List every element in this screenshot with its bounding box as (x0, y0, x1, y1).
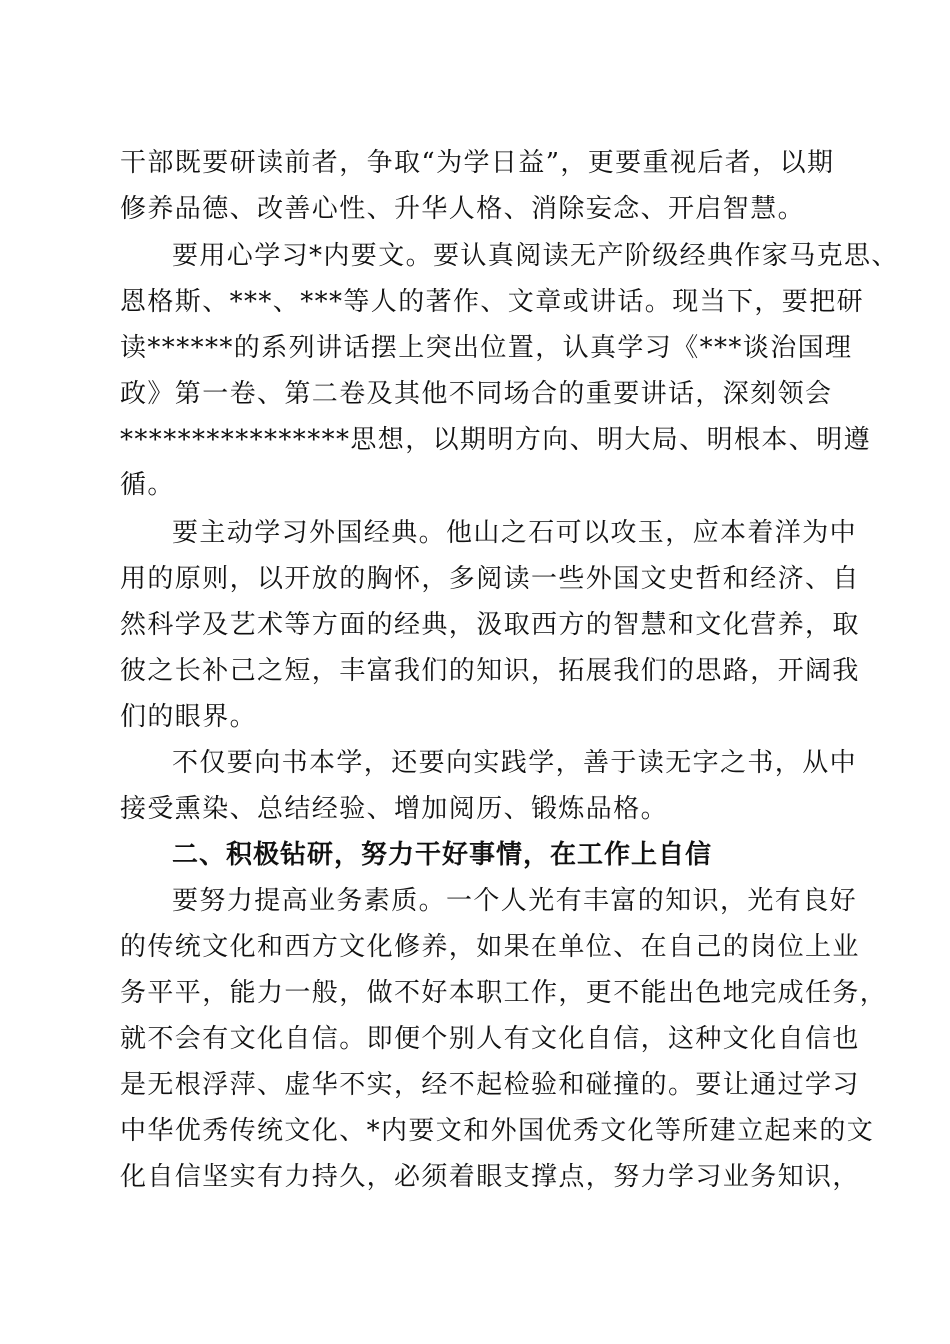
paragraph-5-line-2: 的传统文化和西方文化修养，如果在单位、在自己的岗位上业 (120, 932, 860, 962)
paragraph-3-line-4: 彼之长补己之短，丰富我们的知识，拓展我们的思路，开阔我 (120, 656, 860, 686)
paragraph-5-line-1: 要努力提高业务素质。一个人光有丰富的知识，光有良好 (172, 886, 858, 916)
paragraph-5-line-4: 就不会有文化自信。即便个别人有文化自信，这种文化自信也 (120, 1024, 860, 1054)
paragraph-2-line-6: 循。 (120, 470, 175, 500)
paragraph-1-line-1: 干部既要研读前者，争取“为学日益”，更要重视后者，以期 (120, 148, 835, 178)
paragraph-4-line-1: 不仅要向书本学，还要向实践学，善于读无字之书，从中 (172, 748, 858, 778)
paragraph-3-line-3: 然科学及艺术等方面的经典，汲取西方的智慧和文化营养，取 (120, 610, 860, 640)
paragraph-4-line-2: 接受熏染、总结经验、增加阅历、锻炼品格。 (120, 794, 669, 824)
paragraph-3-line-5: 们的眼界。 (120, 702, 258, 732)
paragraph-5-line-3: 务平平，能力一般，做不好本职工作，更不能出色地完成任务， (120, 978, 888, 1008)
paragraph-2-line-2: 恩格斯、***、***等人的著作、文章或讲话。现当下，要把研 (120, 287, 865, 317)
section-heading: 二、积极钻研，努力干好事情，在工作上自信 (172, 840, 713, 870)
paragraph-2-line-5: ****************思想，以期明方向、明大局、明根本、明遵 (120, 425, 872, 455)
paragraph-3-line-2: 用的原则，以开放的胸怀，多阅读一些外国文史哲和经济、自 (120, 564, 860, 594)
paragraph-2-line-3: 读******的系列讲话摆上突出位置，认真学习《***谈治国理 (120, 333, 853, 363)
paragraph-3-line-1: 要主动学习外国经典。他山之石可以攻玉，应本着洋为中 (172, 518, 858, 548)
paragraph-2-line-1: 要用心学习*内要文。要认真阅读无产阶级经典作家马克思、 (172, 241, 899, 271)
paragraph-5-line-6: 中华优秀传统文化、*内要文和外国优秀文化等所建立起来的文 (120, 1116, 875, 1146)
paragraph-1-line-2: 修养品德、改善心性、升华人格、消除妄念、开启智慧。 (120, 194, 806, 224)
paragraph-5-line-5: 是无根浮萍、虚华不实，经不起检验和碰撞的。要让通过学习 (120, 1070, 860, 1100)
paragraph-2-line-4: 政》第一卷、第二卷及其他不同场合的重要讲话，深刻领会 (120, 379, 833, 409)
paragraph-5-line-7: 化自信坚实有力持久，必须着眼支撑点，努力学习业务知识， (120, 1162, 860, 1192)
